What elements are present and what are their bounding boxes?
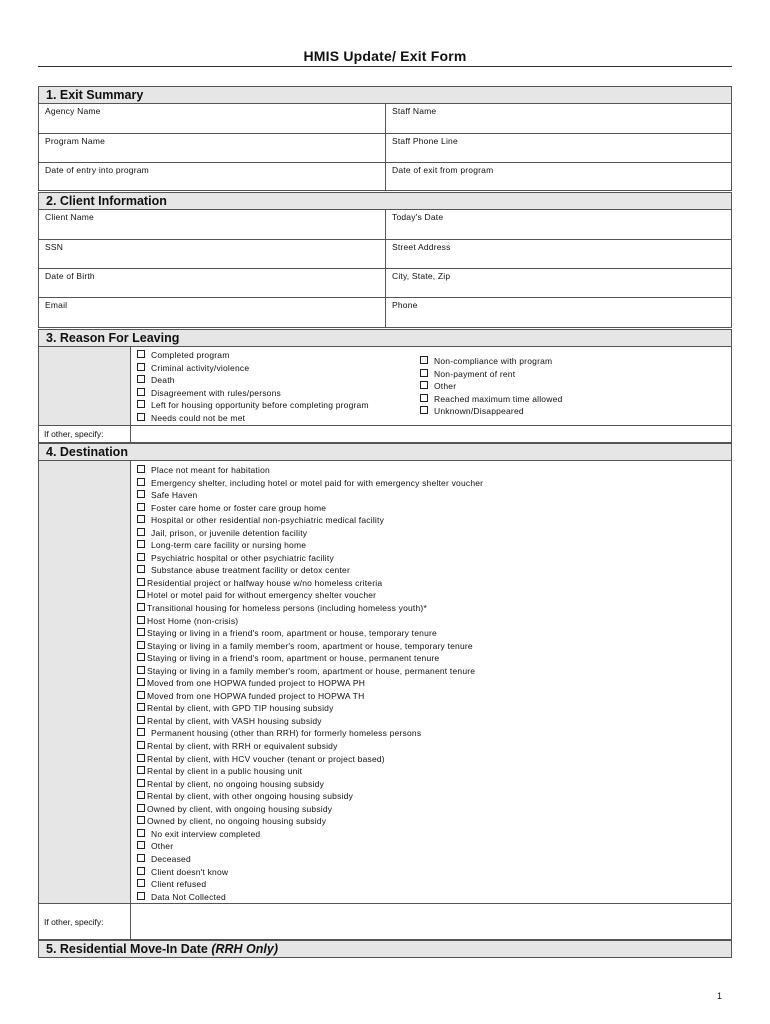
checkbox-option[interactable]: [137, 665, 483, 678]
reason-other-input[interactable]: [131, 426, 731, 442]
checkbox-label: Needs could not be met: [151, 413, 246, 423]
checkbox-icon[interactable]: [137, 728, 145, 736]
title-divider: [38, 66, 732, 67]
form-row: [39, 268, 731, 297]
checkbox-option[interactable]: [137, 412, 245, 425]
checkbox-label: Rental by client, no ongoing housing subsidy: [147, 778, 325, 789]
reason-other-row: [38, 426, 732, 443]
checkbox-icon[interactable]: [137, 879, 145, 887]
checkbox-label: Disagreement with rules/persons: [151, 387, 281, 398]
checkbox-option[interactable]: [420, 393, 562, 406]
checkbox-option[interactable]: [420, 368, 515, 381]
section-heading-exit-summary: 1. Exit Summary: [38, 86, 732, 104]
shaded-label-column: [39, 461, 131, 903]
exit-date-field[interactable]: Date of exit from program: [392, 165, 494, 175]
move-in-heading-text: 5. Residential Move-In Date: [46, 942, 208, 956]
destination-other-input[interactable]: [131, 904, 731, 939]
checkbox-label: Non-payment of rent: [434, 368, 516, 379]
checkbox-option[interactable]: [137, 828, 483, 841]
checkbox-option[interactable]: [137, 690, 483, 703]
checkbox-option[interactable]: [137, 577, 483, 590]
checkbox-option[interactable]: [137, 502, 483, 515]
checkbox-option[interactable]: [137, 362, 249, 375]
checkbox-option[interactable]: [137, 602, 483, 615]
checkbox-icon[interactable]: [137, 400, 145, 408]
checkbox-label: Emergency shelter, including hotel or motel paid for with emergency shelter voucher: [151, 477, 484, 488]
checkbox-option[interactable]: [137, 778, 483, 791]
form-row: [39, 162, 731, 190]
checkbox-option[interactable]: [137, 477, 483, 490]
checkbox-icon[interactable]: [137, 413, 145, 421]
destination-other-label: If other, specify:: [39, 904, 131, 939]
checkbox-label: Staying or living in a friend's room, apartment or house, temporary tenure: [147, 628, 437, 639]
checkbox-label: Hospital or other residential non-psychiatric medical facility: [151, 515, 385, 526]
checkbox-option[interactable]: [137, 840, 483, 853]
checkbox-label: Other: [434, 381, 457, 392]
checkbox-label: Criminal activity/violence: [151, 362, 250, 373]
checkbox-icon[interactable]: [137, 816, 145, 824]
checkbox-option[interactable]: [137, 803, 483, 816]
form-row: [39, 104, 731, 133]
staff-name-field[interactable]: Staff Name: [392, 106, 437, 116]
form-row: [39, 297, 731, 327]
checkbox-icon[interactable]: [137, 779, 145, 787]
phone-field[interactable]: Phone: [392, 300, 418, 310]
checkbox-icon[interactable]: [137, 590, 145, 598]
checkbox-icon[interactable]: [137, 465, 145, 473]
client-name-field[interactable]: Client Name: [39, 210, 386, 239]
program-name-field[interactable]: Program Name: [39, 134, 386, 162]
checkbox-icon[interactable]: [420, 356, 428, 364]
street-address-field[interactable]: Street Address: [392, 242, 451, 252]
checkbox-icon[interactable]: [420, 394, 428, 402]
checkbox-option[interactable]: [137, 349, 230, 362]
checkbox-icon[interactable]: [137, 628, 145, 636]
checkbox-option[interactable]: [137, 564, 483, 577]
todays-date-field[interactable]: Today's Date: [392, 212, 444, 222]
city-state-zip-field[interactable]: City, State, Zip: [392, 271, 451, 281]
staff-phone-field[interactable]: Staff Phone Line: [392, 136, 458, 146]
checkbox-label: Place not meant for habitation: [151, 465, 270, 475]
checkbox-option[interactable]: [137, 514, 483, 527]
checkbox-label: Unknown/Disappeared: [434, 406, 524, 417]
checkbox-icon[interactable]: [137, 854, 145, 862]
checkbox-label: Foster care home or foster care group home: [151, 502, 327, 513]
checkbox-option[interactable]: [420, 405, 524, 418]
checkbox-icon[interactable]: [137, 766, 145, 774]
checkbox-icon[interactable]: [137, 703, 145, 711]
checkbox-option[interactable]: [137, 615, 483, 628]
checkbox-icon[interactable]: [420, 369, 428, 377]
checkbox-option[interactable]: [137, 627, 483, 640]
checkbox-icon[interactable]: [137, 553, 145, 561]
checkbox-icon[interactable]: [137, 578, 145, 586]
checkbox-icon[interactable]: [137, 603, 145, 611]
checkbox-option[interactable]: [137, 640, 483, 653]
checkbox-label: Death: [151, 375, 175, 386]
checkbox-icon[interactable]: [137, 678, 145, 686]
checkbox-label: Completed program: [151, 350, 230, 360]
checkbox-option[interactable]: [137, 552, 483, 565]
section-heading-move-in: [38, 940, 732, 958]
ssn-field[interactable]: SSN: [39, 240, 386, 268]
checkbox-icon[interactable]: [137, 388, 145, 396]
checkbox-option[interactable]: [137, 853, 483, 866]
checkbox-option[interactable]: [137, 866, 483, 879]
checkbox-label: Psychiatric hospital or other psychiatric facility: [151, 552, 334, 563]
shaded-label-column: [39, 347, 131, 425]
checkbox-option[interactable]: [137, 677, 483, 690]
checkbox-label: Reached maximum time allowed: [434, 393, 563, 404]
checkbox-label: Permanent housing (other than RRH) for formerly homeless persons: [151, 728, 422, 739]
checkbox-label: Client doesn't know: [151, 866, 229, 877]
form-row: [39, 239, 731, 268]
checkbox-option[interactable]: [137, 387, 281, 400]
checkbox-label: Moved from one HOPWA funded project to HOPWA PH: [147, 678, 366, 689]
checkbox-icon[interactable]: [137, 653, 145, 661]
checkbox-label: Transitional housing for homeless persons (including homeless youth)*: [147, 603, 427, 614]
checkbox-icon[interactable]: [137, 375, 145, 383]
email-field[interactable]: Email: [39, 298, 386, 327]
form-title: HMIS Update/ Exit Form: [303, 48, 467, 64]
checkbox-icon[interactable]: [137, 666, 145, 674]
checkbox-label: Deceased: [151, 853, 191, 864]
checkbox-label: Other: [151, 841, 174, 852]
section-heading-destination: 4. Destination: [38, 443, 732, 461]
checkbox-label: Long-term care facility or nursing home: [151, 540, 307, 551]
checkbox-label: Host Home (non-crisis): [147, 615, 239, 626]
checkbox-option[interactable]: [420, 355, 552, 368]
checkbox-label: Residential project or halfway house w/no homeless criteria: [147, 577, 383, 588]
checkbox-label: Staying or living in a family member's room, apartment or house, permanent tenure: [147, 665, 476, 676]
checkbox-option[interactable]: [137, 753, 483, 766]
checkbox-icon[interactable]: [137, 363, 145, 371]
checkbox-icon[interactable]: [137, 754, 145, 762]
checkbox-label: Staying or living in a family member's room, apartment or house, temporary tenure: [147, 640, 473, 651]
form-row: [39, 210, 731, 239]
checkbox-label: Owned by client, no ongoing housing subsidy: [147, 816, 327, 827]
checkbox-option[interactable]: [137, 765, 483, 778]
destination-other-row: [38, 904, 732, 940]
entry-date-field[interactable]: Date of entry into program: [39, 163, 386, 190]
checkbox-icon[interactable]: [137, 804, 145, 812]
page-number: 1: [716, 991, 722, 1001]
date-of-birth-field[interactable]: Date of Birth: [39, 269, 386, 297]
section-heading-reason: 3. Reason For Leaving: [38, 329, 732, 347]
client-info-grid: [38, 210, 732, 328]
checkbox-icon[interactable]: [137, 867, 145, 875]
checkbox-label: Client refused: [151, 879, 207, 890]
checkbox-label: Rental by client, with RRH or equivalent subsidy: [147, 741, 338, 752]
checkbox-label: Rental by client, with HCV voucher (tenant or project based): [147, 753, 385, 764]
checkbox-icon[interactable]: [137, 716, 145, 724]
checkbox-label: Rental by client, with VASH housing subsidy: [147, 715, 322, 726]
checkbox-label: Data Not Collected: [151, 891, 226, 902]
checkbox-label: Rental by client, with other ongoing housing subsidy: [147, 791, 354, 802]
checkbox-icon[interactable]: [137, 791, 145, 799]
checkbox-option[interactable]: [137, 539, 483, 552]
checkbox-label: Left for housing opportunity before completing program: [151, 400, 369, 411]
exit-summary-grid: [38, 104, 732, 191]
reason-other-label: If other, specify:: [39, 426, 131, 442]
checkbox-option[interactable]: [137, 715, 483, 728]
checkbox-label: Hotel or motel paid for without emergency shelter voucher: [147, 590, 377, 601]
checkbox-label: Moved from one HOPWA funded project to HOPWA TH: [147, 690, 365, 701]
move-in-heading-suffix: (RRH Only): [211, 942, 279, 956]
checkbox-option[interactable]: [137, 374, 175, 387]
checkbox-icon[interactable]: [137, 616, 145, 624]
checkbox-label: Jail, prison, or juvenile detention facility: [151, 527, 308, 538]
section-heading-client-info: 2. Client Information: [38, 192, 732, 210]
checkbox-icon[interactable]: [137, 892, 145, 900]
checkbox-option[interactable]: [137, 727, 483, 740]
checkbox-icon[interactable]: [420, 406, 428, 414]
checkbox-label: Rental by client, with GPD TIP housing subsidy: [147, 703, 334, 714]
checkbox-option[interactable]: [137, 589, 483, 602]
checkbox-option[interactable]: [137, 489, 483, 502]
checkbox-icon[interactable]: [137, 350, 145, 358]
checkbox-label: Rental by client in a public housing unit: [147, 766, 303, 777]
checkbox-icon[interactable]: [137, 691, 145, 699]
checkbox-icon[interactable]: [137, 528, 145, 536]
checkbox-icon[interactable]: [137, 841, 145, 849]
checkbox-icon[interactable]: [137, 741, 145, 749]
checkbox-label: Non-compliance with program: [434, 356, 553, 366]
checkbox-icon[interactable]: [137, 565, 145, 573]
checkbox-option[interactable]: [137, 399, 369, 412]
checkbox-option[interactable]: [137, 815, 483, 828]
checkbox-icon[interactable]: [137, 503, 145, 511]
checkbox-label: Owned by client, with ongoing housing subsidy: [147, 803, 333, 814]
checkbox-label: No exit interview completed: [151, 828, 261, 839]
checkbox-icon[interactable]: [420, 381, 428, 389]
agency-name-field[interactable]: Agency Name: [39, 104, 386, 133]
checkbox-option[interactable]: [137, 702, 483, 715]
checkbox-icon[interactable]: [137, 515, 145, 523]
checkbox-icon[interactable]: [137, 540, 145, 548]
checkbox-option[interactable]: [137, 740, 483, 753]
checkbox-label: Substance abuse treatment facility or detox center: [151, 565, 350, 576]
form-row: [39, 133, 731, 162]
checkbox-label: Staying or living in a friend's room, apartment or house, permanent tenure: [147, 653, 440, 664]
checkbox-option[interactable]: [137, 527, 483, 540]
checkbox-label: Safe Haven: [151, 490, 198, 501]
checkbox-icon[interactable]: [137, 829, 145, 837]
checkbox-icon[interactable]: [137, 478, 145, 486]
checkbox-option[interactable]: [137, 652, 483, 665]
destination-options: [137, 464, 483, 903]
checkbox-option[interactable]: [420, 380, 456, 393]
checkbox-option[interactable]: [137, 891, 483, 904]
checkbox-icon[interactable]: [137, 490, 145, 498]
checkbox-option[interactable]: [137, 464, 483, 477]
checkbox-icon[interactable]: [137, 641, 145, 649]
checkbox-option[interactable]: [137, 790, 483, 803]
checkbox-option[interactable]: [137, 878, 483, 891]
